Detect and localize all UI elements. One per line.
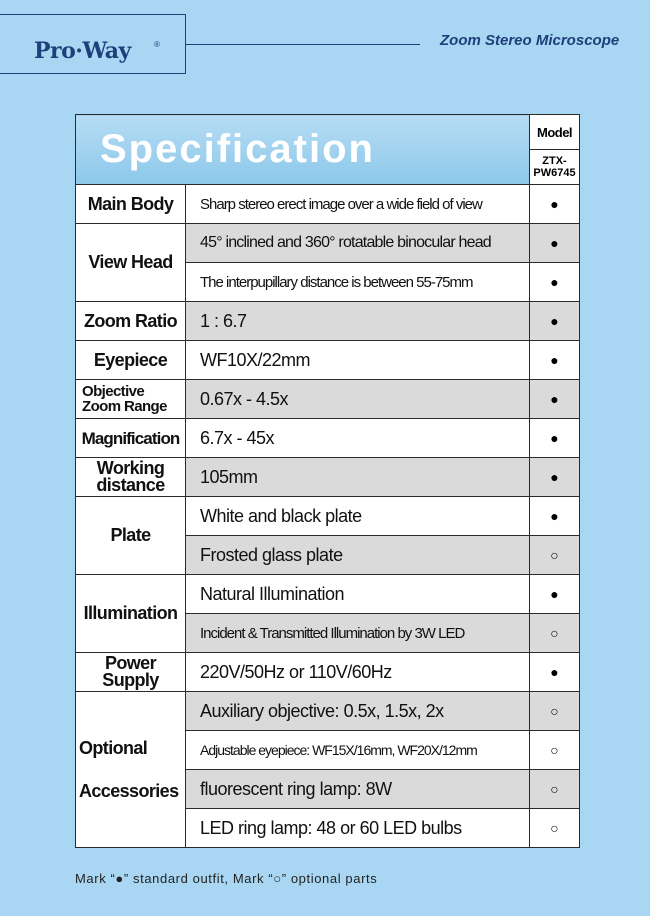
table-row — [76, 185, 580, 224]
table-row — [76, 341, 580, 380]
standard-mark-icon: ● — [530, 380, 580, 419]
brand-logo: Pro·Way — [34, 38, 131, 64]
row-label-main-body: Main Body — [76, 185, 186, 224]
table-row — [76, 575, 580, 614]
standard-mark-icon: ● — [530, 224, 580, 263]
optional-mark-icon: ○ — [530, 536, 580, 575]
standard-mark-icon: ● — [530, 575, 580, 614]
accessories-label: Accessories — [79, 780, 179, 801]
row-label-optional-accessories — [76, 692, 186, 848]
page-title: Zoom Stereo Microscope — [440, 32, 620, 49]
table-row — [76, 653, 580, 692]
optional-mark-icon: ○ — [530, 809, 580, 848]
table-row — [76, 419, 580, 458]
table-row — [76, 380, 580, 419]
row-label-objective-zoom-range: Objective Zoom Range — [76, 380, 186, 419]
specification-table — [75, 114, 580, 848]
row-description: 1 : 6.7 — [186, 302, 530, 341]
optional-mark-icon: ○ — [530, 770, 580, 809]
standard-mark-icon: ● — [530, 653, 580, 692]
standard-mark-icon: ● — [530, 263, 580, 302]
row-description: LED ring lamp: 48 or 60 LED bulbs — [186, 809, 530, 848]
optional-mark-icon: ○ — [530, 731, 580, 770]
row-description: 0.67x - 4.5x — [186, 380, 530, 419]
table-row — [76, 302, 580, 341]
standard-mark-icon: ● — [530, 302, 580, 341]
optional-mark-icon: ○ — [530, 692, 580, 731]
row-description: 6.7x - 45x — [186, 419, 530, 458]
table-row — [76, 497, 580, 536]
row-description: WF10X/22mm — [186, 341, 530, 380]
standard-mark-icon: ● — [530, 497, 580, 536]
registered-mark: ® — [154, 40, 160, 49]
row-description: Auxiliary objective: 0.5x, 1.5x, 2x — [186, 692, 530, 731]
standard-mark-icon: ● — [530, 185, 580, 224]
row-description: 105mm — [186, 458, 530, 497]
row-description: fluorescent ring lamp: 8W — [186, 770, 530, 809]
model-header: Model — [530, 115, 580, 150]
row-label-eyepiece: Eyepiece — [76, 341, 186, 380]
row-label-view-head: View Head — [76, 224, 186, 302]
header-divider — [186, 44, 420, 45]
row-description: Frosted glass plate — [186, 536, 530, 575]
model-code: ZTX-PW6745 — [530, 150, 580, 185]
row-label-plate: Plate — [76, 497, 186, 575]
table-row — [76, 224, 580, 263]
optional-mark-icon: ○ — [530, 614, 580, 653]
row-description: 45° inclined and 360° rotatable binocular head — [186, 224, 530, 263]
row-label-zoom-ratio: Zoom Ratio — [76, 302, 186, 341]
legend-footnote: Mark “●” standard outfit, Mark “○” optional parts — [75, 871, 378, 886]
optional-label: Optional — [79, 737, 148, 758]
row-label-magnification: Magnification — [76, 419, 186, 458]
specification-banner: Specification — [76, 115, 530, 185]
row-label-illumination: Illumination — [76, 575, 186, 653]
row-description: White and black plate — [186, 497, 530, 536]
standard-mark-icon: ● — [530, 341, 580, 380]
row-description: Sharp stereo erect image over a wide field of view — [186, 185, 530, 224]
table-row — [76, 692, 580, 731]
standard-mark-icon: ● — [530, 458, 580, 497]
row-description: The interpupillary distance is between 55-75mm — [186, 263, 530, 302]
row-label-working-distance: Working distance — [76, 458, 186, 497]
row-label-power-supply: Power Supply — [76, 653, 186, 692]
table-row — [76, 458, 580, 497]
row-description: Adjustable eyepiece: WF15X/16mm, WF20X/12mm — [186, 731, 530, 770]
row-description: Incident & Transmitted Illumination by 3W LED — [186, 614, 530, 653]
standard-mark-icon: ● — [530, 419, 580, 458]
row-description: Natural Illumination — [186, 575, 530, 614]
row-description: 220V/50Hz or 110V/60Hz — [186, 653, 530, 692]
